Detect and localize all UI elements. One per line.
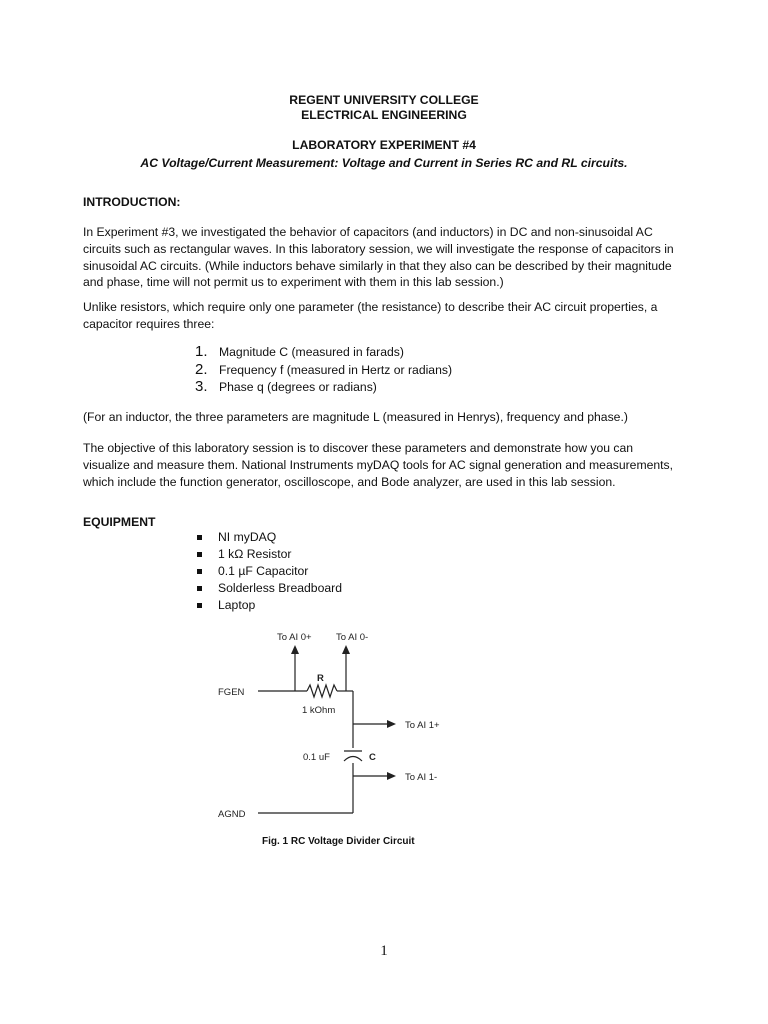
bullet-icon <box>197 569 202 574</box>
intro-paragraph-3: (For an inductor, the three parameters are magnitude L (measured in Henrys), frequency and phase.) <box>83 410 628 424</box>
intro-paragraph-1: In Experiment #3, we investigated the behavior of capacitors (and inductors) in DC and non-sinusoidal AC circuits such as rectangular waves. In this laboratory session, we will investigate the response of capacitors in sinusoidal AC circuits. (While inductors behave similarly in that they also can be described by their magnitude and phase, time will not permit us to experiment with them in this lab session.) <box>83 225 674 290</box>
bullet-icon <box>197 586 202 591</box>
label-agnd: AGND <box>218 809 246 820</box>
label-resistor: R <box>317 673 324 684</box>
list-text: Phase q (degrees or radians) <box>219 380 377 394</box>
intro-paragraph-4: The objective of this laboratory session is to discover these parameters and demonstrate how you can visualize and measure them. National Instruments myDAQ tools for AC signal generation and measurements, which include the function generator, oscilloscope, and Bode analyzer, are used in this lab session. <box>83 441 674 489</box>
rc-circuit-diagram <box>0 620 768 820</box>
list-number: 3. <box>195 378 208 395</box>
label-capacitor: C <box>369 752 376 763</box>
list-text: Frequency f (measured in Hertz or radians) <box>219 363 453 377</box>
experiment-subtitle: AC Voltage/Current Measurement: Voltage and Current in Series RC and RL circuits. <box>140 156 628 170</box>
experiment-title: LABORATORY EXPERIMENT #4 <box>292 138 476 152</box>
equipment-item: 0.1 µF Capacitor <box>197 564 308 578</box>
department-name: ELECTRICAL ENGINEERING <box>301 108 467 122</box>
introduction-heading: INTRODUCTION: <box>83 195 181 209</box>
figure-caption: Fig. 1 RC Voltage Divider Circuit <box>262 836 415 847</box>
equipment-item: 1 kΩ Resistor <box>197 547 291 561</box>
list-number: 1. <box>195 343 208 360</box>
list-item <box>195 378 377 395</box>
label-ai0-minus: To AI 0- <box>336 632 369 643</box>
college-name: REGENT UNIVERSITY COLLEGE <box>289 93 479 107</box>
equipment-item: Laptop <box>197 598 255 612</box>
equipment-heading: EQUIPMENT <box>83 515 156 529</box>
list-text: Magnitude C (measured in farads) <box>219 345 404 359</box>
label-resistor-value: 1 kOhm <box>302 705 336 716</box>
equipment-item: Solderless Breadboard <box>197 581 342 595</box>
bullet-icon <box>197 603 202 608</box>
label-ai1-plus: To AI 1+ <box>405 720 440 731</box>
equipment-item: NI myDAQ <box>197 530 276 544</box>
label-ai0-plus: To AI 0+ <box>277 632 312 643</box>
page-number: 1 <box>380 943 388 959</box>
bullet-icon <box>197 552 202 557</box>
list-item <box>195 361 452 378</box>
label-ai1-minus: To AI 1- <box>405 772 438 783</box>
intro-paragraph-2: Unlike resistors, which require only one parameter (the resistance) to describe their AC circuit properties, a capacitor requires three: <box>83 300 658 331</box>
list-item <box>195 343 404 360</box>
label-fgen: FGEN <box>218 687 245 698</box>
bullet-icon <box>197 535 202 540</box>
label-capacitor-value: 0.1 uF <box>303 752 330 763</box>
list-number: 2. <box>195 361 208 378</box>
